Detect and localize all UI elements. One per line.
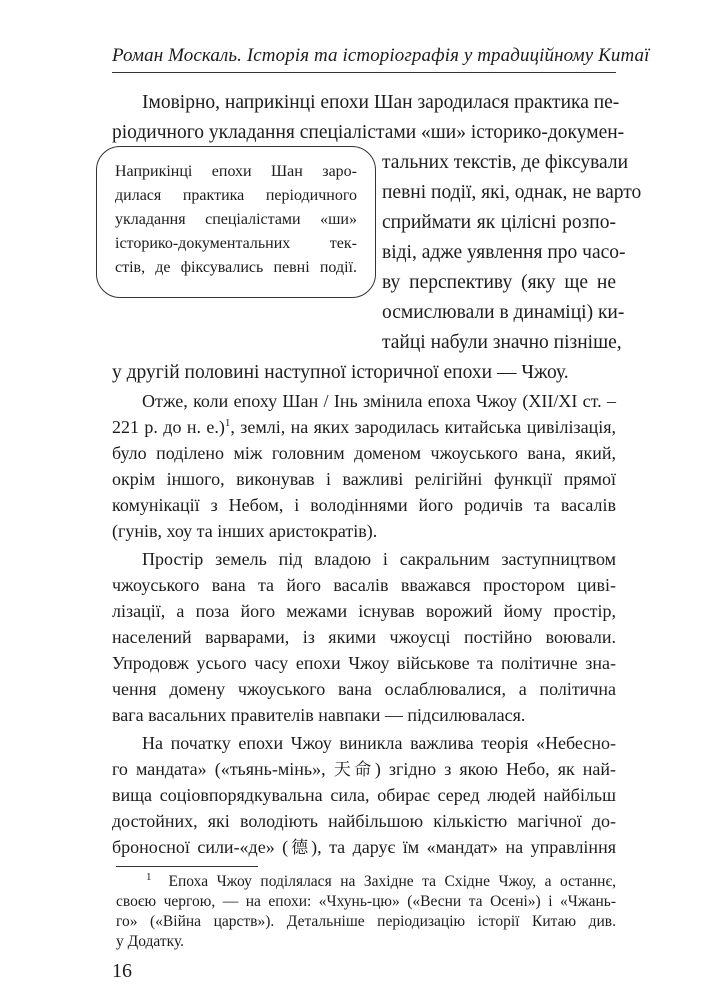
body-line — [112, 756, 616, 783]
margin-note-line: дилася практика періодичного — [115, 187, 357, 204]
body-line — [112, 782, 616, 808]
header-divider — [112, 72, 616, 73]
body-line: Імовірно, наприкінці епохи Шан зародилася практика пе- — [142, 92, 620, 113]
body-line: ріодичного укладання спеціалістами «ши» історико-докумен- — [112, 122, 625, 143]
footnote-reference[interactable]: 1 — [224, 417, 231, 429]
body-line: Упродовж усього часу епохи Чжоу військове та політичне зна- — [112, 653, 616, 673]
margin-note-line: стів, де фіксувались певні події. — [115, 259, 357, 276]
body-line: окрім іншого, виконував і важливі релігійні функції прямої — [112, 469, 616, 489]
body-text: 221 р. до н. е.) — [112, 417, 225, 437]
body-text: броносної сили-«де» ( — [112, 837, 289, 857]
body-line: комунікації з Небом, і володіннями його родичів та васалів — [112, 495, 616, 515]
body-line: було поділено між головним доменом чжоуського вана, який, — [112, 443, 616, 463]
footnote-text: Епоха Чжоу поділялася на Західне та Східне Чжоу, а останнє, — [168, 873, 617, 890]
body-line: певні події, які, однак, не варто — [382, 182, 642, 203]
footnote-number: 1 — [146, 870, 152, 883]
body-line — [112, 834, 616, 861]
body-line: осмислювали в динаміці) ки- — [382, 302, 625, 323]
body-line: чення домену чжоуського вана ослаблювалися, а політична — [112, 679, 616, 699]
body-line: вага васальних правителів навпаки — підсилювалася. — [112, 705, 526, 725]
body-text: достойних, які володіють найбільшою кількістю магічної до- — [112, 811, 616, 831]
body-text: , землі, на яких зародилась китайська цивілізація, — [230, 417, 616, 437]
running-header: Роман Москаль. Історія та історіографія у традиційному Китаї — [112, 45, 650, 66]
body-text: го мандата» («тьянь-мінь», — [112, 759, 326, 779]
body-text: ), та дарує їм «мандат» на управління — [311, 837, 616, 857]
body-line: Простір земель під владою і сакральним заступництвом — [142, 549, 616, 569]
body-line: тайці набули значно пізніше, — [382, 332, 622, 353]
footnote-line: го» («Війна царств»). Детальніше періодизацію історії Китаю див. — [116, 913, 616, 930]
page-number: 16 — [112, 960, 132, 982]
tianming-characters: 天命 — [333, 760, 375, 780]
margin-note-line: Наприкінці епохи Шан заро- — [115, 163, 357, 180]
footnote-line — [146, 872, 616, 892]
margin-note-box — [96, 146, 376, 298]
body-text: На початку епохи Чжоу виникла важлива теорія «Небесно- — [142, 733, 616, 753]
body-line: тальних текстів, де фіксували — [382, 152, 629, 173]
body-line: Отже, коли епоху Шан / Інь змінила епоха Чжоу (XII/XI ст. – — [142, 391, 616, 411]
body-line: населений варварами, із якими чжоусці постійно воювали. — [112, 627, 616, 647]
body-line — [112, 414, 616, 440]
margin-note-line: укладання спеціалістами «ши» — [115, 211, 357, 228]
de-character: 德 — [288, 838, 312, 858]
footnote-line: своєю чергою, — на епохи: «Чхунь-цю» («Весни та Осені») і «Чжань- — [116, 893, 616, 910]
margin-note-line: історико-документальних тек- — [115, 235, 357, 252]
footnote-line: у Додатку. — [116, 933, 185, 950]
body-line: віді, адже уявлення про часо- — [382, 242, 626, 263]
body-line: у другій половині наступної історичної епохи — Чжоу. — [112, 362, 569, 383]
body-line: чжоуського вана та його васалів вважався простором циві- — [112, 575, 616, 595]
body-line: сприймати як цілісні розпо- — [382, 212, 616, 233]
body-text: ) згідно з якою Небо, як най- — [374, 759, 617, 779]
body-line: лізації, а поза його межами існував ворожий йому простір, — [112, 601, 616, 621]
body-text: вища соціовпорядкувальна сила, обирає серед людей найбільш — [112, 785, 616, 805]
footnote-divider — [116, 866, 258, 867]
body-line: (гунів, хоу та інших аристократів). — [112, 521, 378, 541]
body-line: ву перспективу (яку ще не — [382, 272, 616, 293]
body-line — [142, 730, 616, 756]
body-line — [112, 808, 616, 834]
